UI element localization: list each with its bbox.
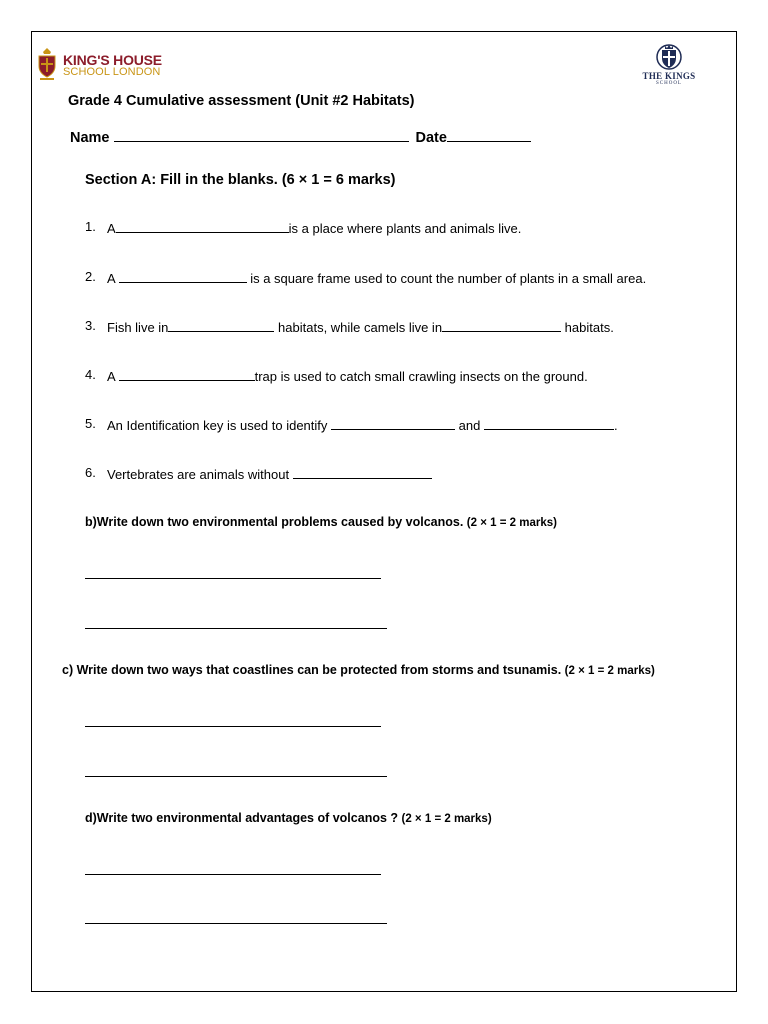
answer-line-b1[interactable] xyxy=(85,578,381,579)
question-text: An Identification key is used to identify and . xyxy=(107,418,618,433)
question-text: A is a square frame used to count the number of plants in a small area. xyxy=(107,271,647,286)
date-field[interactable] xyxy=(447,126,531,142)
section-d-heading: d)Write two environmental advantages of volcanos ? (2 × 1 = 2 marks) xyxy=(85,811,492,825)
question-text: A is a place where plants and animals live. xyxy=(107,221,522,236)
blank-field[interactable] xyxy=(119,269,247,283)
blank-field[interactable] xyxy=(168,318,274,332)
question-number: 6. xyxy=(85,465,96,480)
date-label: Date xyxy=(415,130,447,146)
answer-line-c2[interactable] xyxy=(85,776,387,777)
kings-house-crest-icon xyxy=(36,46,58,82)
question-number: 5. xyxy=(85,416,96,431)
name-field[interactable] xyxy=(114,126,409,142)
question-number: 4. xyxy=(85,367,96,382)
name-label: Name xyxy=(70,130,110,146)
section-d-marks: (2 × 1 = 2 marks) xyxy=(401,813,492,825)
the-kings-school-logo xyxy=(634,44,704,92)
section-c-marks: (2 × 1 = 2 marks) xyxy=(564,665,655,677)
kings-school-name: THE KINGS xyxy=(642,71,696,81)
answer-line-d2[interactable] xyxy=(85,923,387,924)
assessment-title: Grade 4 Cumulative assessment (Unit #2 Habitats) xyxy=(68,93,415,109)
blank-field[interactable] xyxy=(484,416,614,430)
school-name-line2: SCHOOL LONDON xyxy=(63,66,161,78)
kings-school-shield-icon xyxy=(654,44,684,72)
question-text: Fish live in habitats, while camels live in habitats. xyxy=(107,320,614,335)
question-text: A trap is used to catch small crawling insects on the ground. xyxy=(107,369,588,384)
section-c-heading: c) Write down two ways that coastlines can be protected from storms and tsunamis. (2 × 1 = 2 marks) xyxy=(62,663,655,677)
question-text: Vertebrates are animals without xyxy=(107,465,432,482)
question-number: 2. xyxy=(85,269,96,284)
blank-field[interactable] xyxy=(119,367,255,381)
answer-line-d1[interactable] xyxy=(85,874,381,875)
school-name-line1: KING'S HOUSE xyxy=(63,52,162,68)
name-date-row xyxy=(70,126,531,146)
question-number: 1. xyxy=(85,219,96,234)
question-number: 3. xyxy=(85,318,96,333)
kings-school-sub: SCHOOL xyxy=(655,81,682,86)
answer-line-c1[interactable] xyxy=(85,726,381,727)
section-b-marks: (2 × 1 = 2 marks) xyxy=(466,517,557,529)
answer-line-b2[interactable] xyxy=(85,628,387,629)
kings-house-logo xyxy=(36,46,166,82)
blank-field[interactable] xyxy=(331,416,455,430)
blank-field[interactable] xyxy=(116,219,289,233)
blank-field[interactable] xyxy=(442,318,561,332)
blank-field[interactable] xyxy=(293,465,432,479)
section-a-heading: Section A: Fill in the blanks. (6 × 1 = 6 marks) xyxy=(85,172,396,188)
section-b-heading: b)Write down two environmental problems caused by volcanos. (2 × 1 = 2 marks) xyxy=(85,515,557,529)
